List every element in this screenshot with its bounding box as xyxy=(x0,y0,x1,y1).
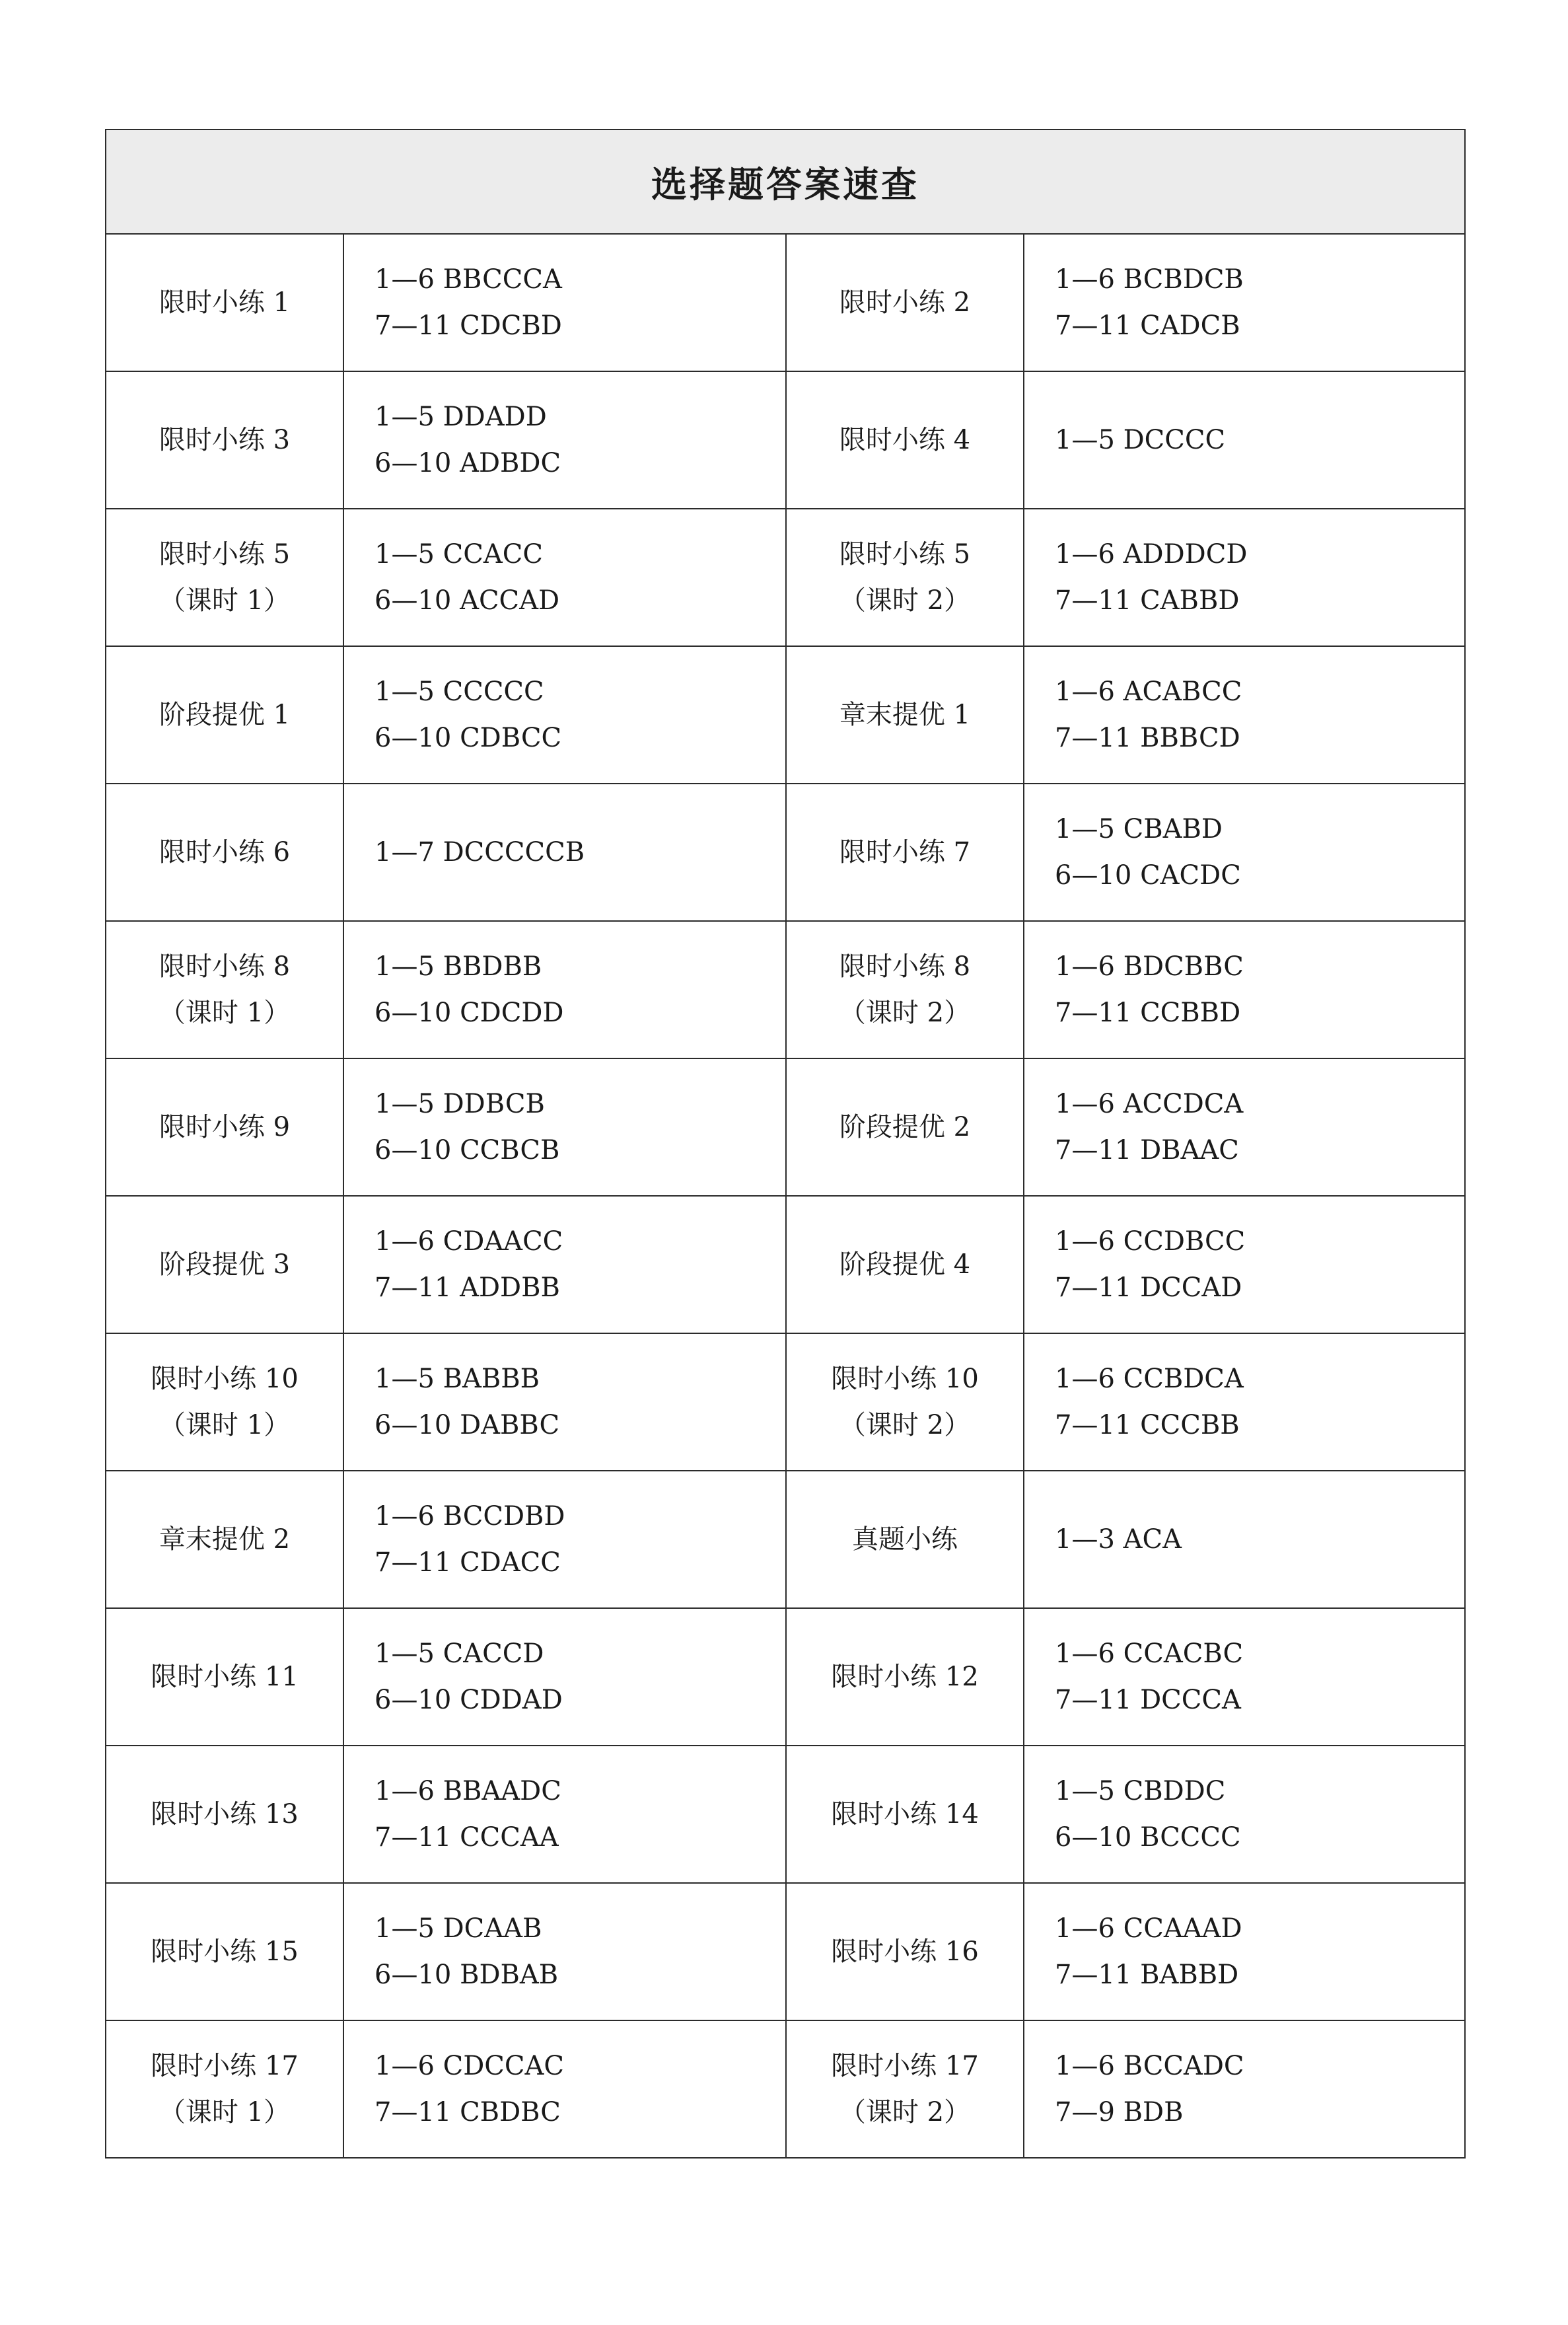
exercise-label-cell xyxy=(786,784,1024,921)
exercise-name: 阶段提优 2 xyxy=(839,1112,971,1142)
answer-line: 1—5 CBDDC xyxy=(1055,1776,1226,1806)
answer-cell xyxy=(1024,234,1465,371)
table-row xyxy=(106,646,1465,784)
answer-line: 6—10 CDBCC xyxy=(374,723,562,753)
exercise-label-cell xyxy=(786,1196,1024,1333)
exercise-label-cell xyxy=(786,921,1024,1058)
exercise-name: 限时小练 10 xyxy=(151,1364,299,1394)
answer-cell xyxy=(343,2020,786,2158)
answer-cell xyxy=(1024,1883,1465,2020)
table-row xyxy=(106,1333,1465,1471)
answer-cell xyxy=(343,1058,786,1196)
exercise-name: 章末提优 2 xyxy=(159,1524,291,1555)
answer-cell xyxy=(1024,509,1465,646)
answer-line: 7—11 ADDBB xyxy=(374,1273,560,1303)
exercise-label-cell xyxy=(106,1746,343,1883)
exercise-name: 限时小练 5 xyxy=(159,539,291,570)
answer-line: 7—11 CDACC xyxy=(374,1547,561,1578)
table-row xyxy=(106,1883,1465,2020)
answer-line: 7—9 BDB xyxy=(1055,2097,1184,2127)
table-row xyxy=(106,1196,1465,1333)
exercise-label-cell xyxy=(786,2020,1024,2158)
exercise-label-cell xyxy=(786,1746,1024,1883)
exercise-name: 限时小练 4 xyxy=(839,425,971,455)
table-row xyxy=(106,1608,1465,1746)
answer-line: 7—11 BABBD xyxy=(1055,1960,1239,1990)
exercise-name: 限时小练 8 xyxy=(159,951,291,982)
answer-cell xyxy=(343,1333,786,1471)
answer-line: 1—6 BCCDBD xyxy=(374,1501,565,1532)
lesson-note: （课时 2） xyxy=(839,2097,971,2127)
answer-line: 1—6 CDCCAC xyxy=(374,2051,564,2081)
exercise-label-cell xyxy=(106,509,343,646)
answer-line: 1—6 ACABCC xyxy=(1055,677,1242,707)
answer-line: 6—10 BDBAB xyxy=(374,1960,559,1990)
answer-line: 1—5 DCAAB xyxy=(374,1913,542,1944)
answer-line: 1—7 DCCCCCB xyxy=(374,837,585,867)
exercise-label-cell xyxy=(786,1333,1024,1471)
lesson-note: （课时 1） xyxy=(159,2097,291,2127)
exercise-name: 阶段提优 1 xyxy=(159,700,291,730)
answer-cell xyxy=(1024,646,1465,784)
answer-line: 1—6 BCBDCB xyxy=(1055,264,1244,295)
exercise-label-cell xyxy=(786,509,1024,646)
lesson-note: （课时 2） xyxy=(839,1410,971,1440)
exercise-label-cell xyxy=(106,1333,343,1471)
answer-cell xyxy=(1024,1608,1465,1746)
lesson-note: （课时 1） xyxy=(159,1410,291,1440)
answer-cell xyxy=(343,1746,786,1883)
answer-line: 1—6 BCCADC xyxy=(1055,2051,1244,2081)
answer-cell xyxy=(343,921,786,1058)
title-row xyxy=(106,129,1465,234)
answer-line: 7—11 CCCAA xyxy=(374,1822,559,1853)
exercise-label-cell xyxy=(786,234,1024,371)
answer-line: 6—10 BCCCC xyxy=(1055,1822,1241,1853)
table-row xyxy=(106,2020,1465,2158)
exercise-label-cell xyxy=(786,371,1024,509)
exercise-name: 限时小练 13 xyxy=(151,1799,299,1829)
answer-line: 7—11 CADCB xyxy=(1055,311,1240,341)
exercise-name: 限时小练 11 xyxy=(151,1662,299,1692)
answer-cell xyxy=(343,1196,786,1333)
exercise-label-cell xyxy=(106,921,343,1058)
lesson-note: （课时 2） xyxy=(839,585,971,616)
exercise-label-cell xyxy=(106,646,343,784)
exercise-label-cell xyxy=(786,646,1024,784)
answer-line: 6—10 CDCDD xyxy=(374,998,564,1028)
answer-line: 1—5 DDBCB xyxy=(374,1089,545,1119)
exercise-name: 限时小练 2 xyxy=(839,287,971,318)
exercise-label-cell xyxy=(786,1471,1024,1608)
answer-line: 1—5 CACCD xyxy=(374,1639,544,1669)
answer-line: 6—10 CDDAD xyxy=(374,1685,563,1715)
answer-line: 1—6 CDAACC xyxy=(374,1226,563,1257)
answer-line: 1—6 ACCDCA xyxy=(1055,1089,1244,1119)
exercise-name: 限时小练 17 xyxy=(831,2051,979,2081)
answer-line: 1—6 CCAAAD xyxy=(1055,1913,1242,1944)
answer-cell xyxy=(343,1883,786,2020)
answer-line: 1—5 BABBB xyxy=(374,1364,540,1394)
exercise-label-cell xyxy=(786,1608,1024,1746)
answer-line: 1—6 BBAADC xyxy=(374,1776,561,1806)
lesson-note: （课时 2） xyxy=(839,998,971,1028)
answer-cell xyxy=(1024,1471,1465,1608)
answer-line: 7—11 CABBD xyxy=(1055,585,1240,616)
answer-line: 7—11 CCCBB xyxy=(1055,1410,1240,1440)
answer-line: 1—5 DCCCC xyxy=(1055,425,1226,455)
answer-line: 1—5 CCACC xyxy=(374,539,543,570)
lesson-note: （课时 1） xyxy=(159,585,291,616)
exercise-label-cell xyxy=(106,784,343,921)
answer-line: 1—3 ACA xyxy=(1055,1524,1182,1555)
answer-cell xyxy=(343,784,786,921)
exercise-name: 限时小练 16 xyxy=(831,1937,979,1967)
exercise-name: 限时小练 3 xyxy=(159,425,291,455)
answer-line: 7—11 CCBBD xyxy=(1055,998,1241,1028)
exercise-name: 限时小练 7 xyxy=(839,837,971,867)
answer-cell xyxy=(343,1471,786,1608)
lesson-note: （课时 1） xyxy=(159,998,291,1028)
answer-cell xyxy=(343,1608,786,1746)
table-row xyxy=(106,234,1465,371)
answer-cell xyxy=(343,646,786,784)
exercise-label-cell xyxy=(106,1608,343,1746)
answer-cell xyxy=(1024,784,1465,921)
answer-line: 6—10 ADBDC xyxy=(374,448,561,478)
answer-line: 6—10 CACDC xyxy=(1055,860,1241,891)
exercise-name: 限时小练 14 xyxy=(831,1799,979,1829)
answer-cell xyxy=(1024,1196,1465,1333)
exercise-name: 限时小练 15 xyxy=(151,1937,299,1967)
answer-cell xyxy=(343,234,786,371)
answer-line: 1—6 CCACBC xyxy=(1055,1639,1244,1669)
answer-line: 7—11 DBAAC xyxy=(1055,1135,1239,1165)
exercise-name: 限时小练 6 xyxy=(159,837,291,867)
answer-line: 1—6 CCBDCA xyxy=(1055,1364,1244,1394)
page-title: 选择题答案速查 xyxy=(106,129,1465,234)
answer-line: 6—10 ACCAD xyxy=(374,585,560,616)
answer-line: 7—11 DCCCA xyxy=(1055,1685,1241,1715)
exercise-label-cell xyxy=(106,234,343,371)
answer-line: 6—10 CCBCB xyxy=(374,1135,560,1165)
exercise-name: 限时小练 9 xyxy=(159,1112,291,1142)
exercise-name: 限时小练 12 xyxy=(831,1662,979,1692)
exercise-label-cell xyxy=(106,1058,343,1196)
answer-line: 7—11 BBBCD xyxy=(1055,723,1240,753)
exercise-name: 限时小练 1 xyxy=(159,287,291,318)
answer-line: 1—5 CCCCC xyxy=(374,677,544,707)
table-row xyxy=(106,921,1465,1058)
exercise-name: 真题小练 xyxy=(852,1524,958,1555)
table-row xyxy=(106,509,1465,646)
exercise-label-cell xyxy=(106,1883,343,2020)
exercise-name: 章末提优 1 xyxy=(839,700,971,730)
table-body xyxy=(106,234,1465,2158)
answer-cell xyxy=(1024,921,1465,1058)
answer-table xyxy=(105,129,1466,2159)
answer-line: 1—5 CBABD xyxy=(1055,814,1223,844)
exercise-name: 限时小练 10 xyxy=(831,1364,979,1394)
exercise-label-cell xyxy=(786,1883,1024,2020)
answer-line: 1—6 ADDDCD xyxy=(1055,539,1248,570)
answer-line: 1—5 BBDBB xyxy=(374,951,542,982)
answer-line: 1—6 BBCCCA xyxy=(374,264,562,295)
exercise-label-cell xyxy=(786,1058,1024,1196)
exercise-label-cell xyxy=(106,1471,343,1608)
exercise-name: 限时小练 5 xyxy=(839,539,971,570)
answer-cell xyxy=(343,509,786,646)
exercise-name: 阶段提优 4 xyxy=(839,1249,971,1280)
table-row xyxy=(106,1471,1465,1608)
exercise-name: 阶段提优 3 xyxy=(159,1249,291,1280)
table-row xyxy=(106,371,1465,509)
table-row xyxy=(106,784,1465,921)
answer-line: 1—6 CCDBCC xyxy=(1055,1226,1246,1257)
answer-line: 7—11 CDCBD xyxy=(374,311,562,341)
answer-cell xyxy=(1024,1746,1465,1883)
exercise-name: 限时小练 17 xyxy=(151,2051,299,2081)
answer-cell xyxy=(1024,1058,1465,1196)
answer-line: 7—11 CBDBC xyxy=(374,2097,561,2127)
exercise-label-cell xyxy=(106,371,343,509)
answer-cell xyxy=(1024,371,1465,509)
exercise-name: 限时小练 8 xyxy=(839,951,971,982)
answer-cell xyxy=(343,371,786,509)
answer-line: 6—10 DABBC xyxy=(374,1410,560,1440)
exercise-label-cell xyxy=(106,1196,343,1333)
table-row xyxy=(106,1058,1465,1196)
exercise-label-cell xyxy=(106,2020,343,2158)
answer-cell xyxy=(1024,1333,1465,1471)
answer-cell xyxy=(1024,2020,1465,2158)
answer-line: 1—5 DDADD xyxy=(374,402,547,432)
answer-line: 7—11 DCCAD xyxy=(1055,1273,1242,1303)
answer-line: 1—6 BDCBBC xyxy=(1055,951,1244,982)
table-row xyxy=(106,1746,1465,1883)
